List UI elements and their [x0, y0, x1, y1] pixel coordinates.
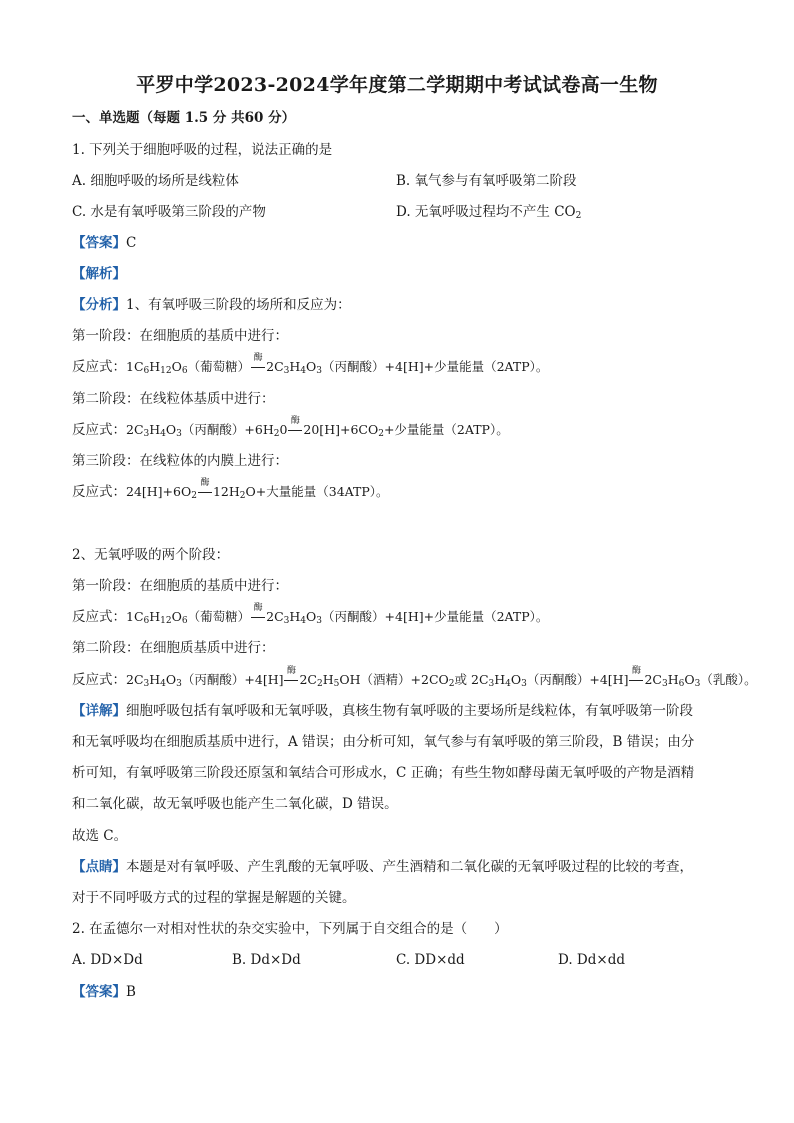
reaction-5: 反应式：$2C_3H_4O_3$（丙酮酸）+4[H] 酶 $2C_2H_5OH$（酒精）$+2CO_2$或 $2C_3H_4O_3$（丙酮酸）+4[H] 酶 $2C_3H_6O_3$（乳酸）。: [72, 666, 757, 689]
q2-option-a: A. DD×Dd: [72, 952, 143, 968]
q1-detail-line-1: 【详解】细胞呼吸包括有氧呼吸和无氧呼吸，真核生物有氧呼吸的主要场所是线粒体，有氧呼吸第一阶段: [72, 703, 693, 719]
q1-option-b: B. 氧气参与有氧呼吸第二阶段: [396, 173, 577, 189]
answer-tag: 【答案】: [72, 984, 126, 1000]
q1-choose: 故选 C。: [72, 828, 128, 844]
q1-answer: 【答案】C: [72, 235, 137, 251]
q2-option-c: C. DD×dd: [396, 952, 465, 968]
anaerobic-heading: 2、无氧呼吸的两个阶段：: [72, 547, 230, 563]
q2-answer: 【答案】B: [72, 984, 136, 1000]
reaction-3: 反应式：$24[H]+6O_2$ 酶 $12H_2O+$大量能量（34ATP）。: [72, 478, 389, 501]
enzyme-arrow: 酶: [628, 670, 644, 690]
reaction-4: 反应式：$1C_6H_{12}O_6$（葡萄糖） 酶 $2C_3H_4O_3$（丙酮酸）+4[H]+少量能量（2ATP）。: [72, 603, 549, 626]
question-2-stem: 2. 在孟德尔一对相对性状的杂交实验中，下列属于自交组合的是（ ）: [72, 921, 508, 937]
q1-detail-line-2: 和无氧呼吸均在细胞质基质中进行，A 错误；由分析可知，氧气参与有氧呼吸的第三阶段，B 错误；由分: [72, 734, 695, 750]
anaerobic-stage-2: 第二阶段：在细胞质基质中进行：: [72, 640, 275, 656]
enzyme-arrow: 酶: [283, 670, 299, 690]
q1-option-a: A. 细胞呼吸的场所是线粒体: [72, 173, 239, 189]
q1-analysis-tag: 【解析】: [72, 266, 126, 282]
enzyme-arrow: 酶: [197, 482, 213, 502]
aerobic-stage-2: 第二阶段：在线粒体基质中进行：: [72, 391, 275, 407]
page-title: 平罗中学2023-2024学年度第二学期期中考试试卷高一生物: [136, 74, 658, 96]
q1-detail-line-4: 和二氧化碳，故无氧呼吸也能产生二氧化碳，D 错误。: [72, 796, 398, 812]
q2-option-b: B. Dd×Dd: [232, 952, 301, 968]
enzyme-arrow: 酶: [287, 420, 303, 440]
anaerobic-stage-1: 第一阶段：在细胞质的基质中进行：: [72, 578, 288, 594]
aerobic-stage-1: 第一阶段：在细胞质的基质中进行：: [72, 328, 288, 344]
q1-option-d: D. 无氧呼吸过程均不产生 $CO_2$: [396, 204, 582, 221]
question-1-stem: 1. 下列关于细胞呼吸的过程，说法正确的是: [72, 142, 333, 158]
reaction-2: 反应式：$2C_3H_4O_3$（丙酮酸）$+6H_20$ 酶 $20[H]+6CO_2+$少量能量（2ATP）。: [72, 416, 509, 439]
answer-tag: 【答案】: [72, 235, 126, 251]
q1-dianjing-line-1: 【点睛】本题是对有氧呼吸、产生乳酸的无氧呼吸、产生酒精和二氧化碳的无氧呼吸过程的比较的考查，: [72, 859, 693, 875]
enzyme-arrow: 酶: [250, 357, 266, 377]
reaction-1: 反应式：$1C_6H_{12}O_6$（葡萄糖） 酶 $2C_3H_4O_3$（丙酮酸）+4[H]+少量能量（2ATP）。: [72, 353, 549, 376]
q1-option-c: C. 水是有氧呼吸第三阶段的产物: [72, 204, 266, 220]
q1-detail-line-3: 析可知，有氧呼吸第三阶段还原氢和氧结合可形成水，C 正确；有些生物如酵母菌无氧呼吸的产物是酒精: [72, 765, 695, 781]
q1-dianjing-line-2: 对于不同呼吸方式的过程的掌握是解题的关键。: [72, 890, 356, 906]
section-heading: 一、单选题（每题 1.5 分 共60 分）: [72, 110, 296, 126]
aerobic-stage-3: 第三阶段：在线粒体的内膜上进行：: [72, 453, 288, 469]
enzyme-arrow: 酶: [250, 607, 266, 627]
q1-fenxi: 【分析】1、有氧呼吸三阶段的场所和反应为：: [72, 297, 351, 313]
q2-option-d: D. Dd×dd: [558, 952, 625, 968]
